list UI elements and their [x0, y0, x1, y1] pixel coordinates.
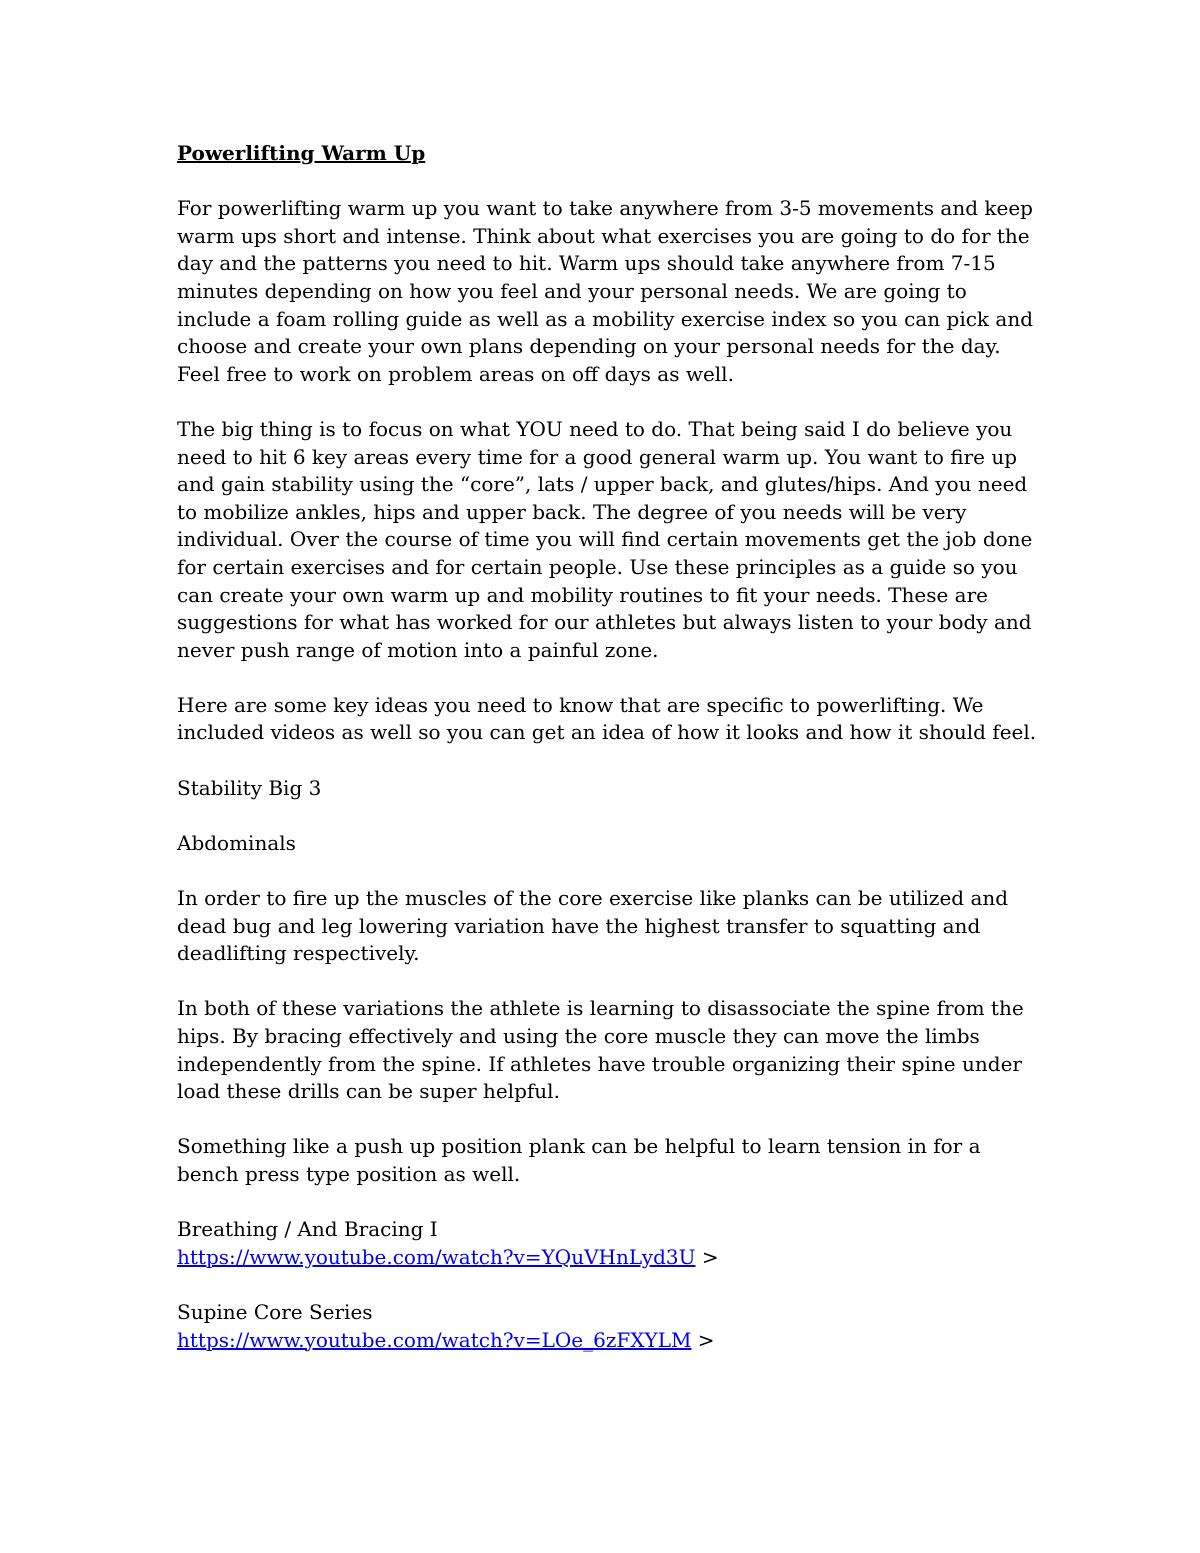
video-link-breathing[interactable]: https://www.youtube.com/watch?v=YQuVHnLyd3U: [177, 1244, 696, 1269]
document-body: [177, 140, 1037, 1382]
intro-paragraph: For powerlifting warm up you want to take anywhere from 3-5 movements and keep warm ups short and intense. Think about what exercises you are going to do for the day and the patterns you need to hit. Warm ups should take anywhere from 7-15 minutes depending on how you feel and your personal needs. We are going to include a foam rolling guide as well as a mobility exercise index so you can pick and choose and create your own plans depending on your personal needs for the day. Feel free to work on problem areas on off days as well.: [177, 196, 1034, 386]
video-link-supine[interactable]: https://www.youtube.com/watch?v=LOe_6zFXYLM: [177, 1327, 692, 1352]
document-title: Powerlifting Warm Up: [177, 141, 426, 165]
disassociation-paragraph: In both of these variations the athlete is learning to disassociate the spine from the hips. By bracing effectively and using the core muscle they can move the limbs independently from the spine. If athletes have trouble organizing their spine under load these drills can be super helpful.: [177, 996, 1024, 1104]
video-link-label: Supine Core Series: [177, 1299, 373, 1324]
section-heading-stability: Stability Big 3: [177, 775, 322, 800]
section-heading-abdominals: Abdominals: [177, 830, 296, 855]
core-exercises-paragraph: In order to fire up the muscles of the core exercise like planks can be utilized and dead bug and leg lowering variation have the highest transfer to squatting and deadlifting respectively.: [177, 886, 1009, 966]
video-link-label: Breathing / And Bracing I: [177, 1217, 438, 1242]
key-ideas-paragraph: Here are some key ideas you need to know that are specific to powerlifting. We included videos as well so you can get an idea of how it looks and how it should feel.: [177, 692, 1037, 745]
link-suffix: >: [695, 1244, 719, 1269]
key-areas-paragraph: The big thing is to focus on what YOU need to do. That being said I do believe you need to hit 6 key areas every time for a good general warm up. You want to fire up and gain stability using the “core”, lats / upper back, and glutes/hips. And you need to mobilize ankles, hips and upper back. The degree of you needs will be very individual. Over the course of time you will find certain movements get the job done for certain exercises and for certain people. Use these principles as a guide so you can create your own warm up and mobility routines to fit your needs. These are suggestions for what has worked for our athletes but always listen to your body and never push range of motion into a painful zone.: [177, 416, 1033, 662]
video-link-block-supine: [177, 1299, 1037, 1354]
video-link-block-breathing: [177, 1216, 1037, 1271]
plank-paragraph: Something like a push up position plank can be helpful to learn tension in for a bench press type position as well.: [177, 1134, 981, 1186]
link-suffix: >: [691, 1327, 715, 1352]
